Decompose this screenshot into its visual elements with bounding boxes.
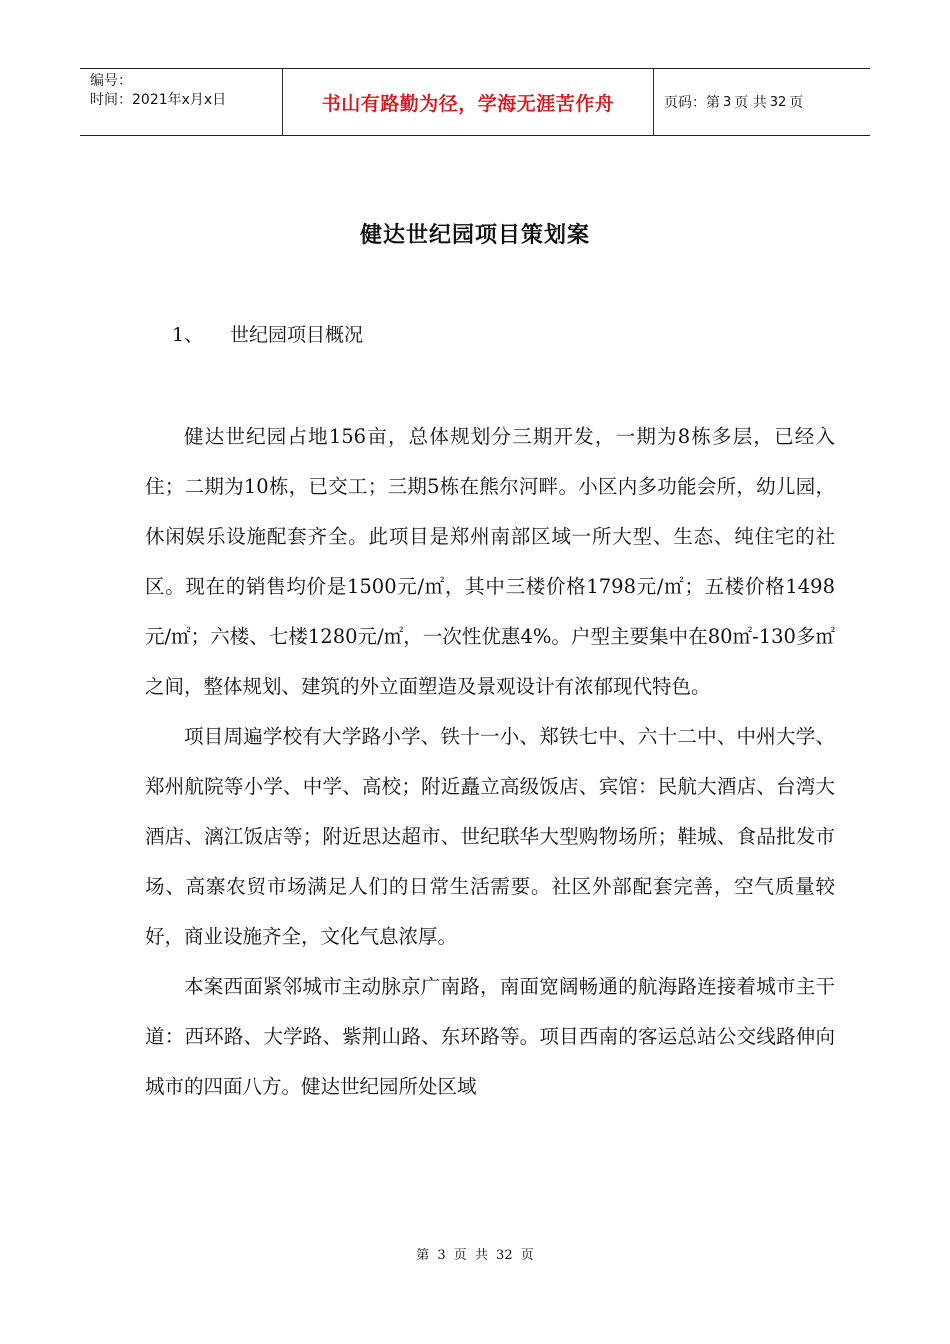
section-heading xyxy=(172,320,363,347)
page-label-mid: 页 共 xyxy=(734,95,767,111)
section-number: 1、 xyxy=(172,324,204,346)
header-motto: 书山有路勤为径，学海无涯苦作舟 xyxy=(282,69,654,135)
header-meta xyxy=(80,69,282,135)
paragraph-3: 本案西面紧邻城市主动脉京广南路，南面宽阔畅通的航海路连接着城市主干道：西环路、大学路、紫荆山路、东环路等。项目西南的客运总站公交线路伸向城市的四面八方。健达世纪园所处区域 xyxy=(145,975,835,1098)
page-label-suffix: 页 xyxy=(789,95,804,111)
paragraph-2: 项目周遍学校有大学路小学、铁十一小、郑铁七中、六十二中、中州大学、郑州航院等小学、中学、高校；附近矗立高级饭店、宾馆：民航大酒店、台湾大酒店、漓江饭店等；附近思达超市、世纪联华大型购物场所；鞋城、食品批发市场、高寨农贸市场满足人们的日常生活需要。社区外部配套完善，空气质量较好，商业设施齐全，文化气息浓厚。 xyxy=(145,725,835,948)
serial-label: 编号： xyxy=(90,73,132,89)
header-page-info xyxy=(654,69,870,135)
time-label: 时间：2021年x月x日 xyxy=(90,92,227,108)
page-footer: 第 3 页 共 32 页 xyxy=(416,1248,534,1263)
document-title: 健达世纪园项目策划案 xyxy=(359,223,590,248)
section-title: 世纪园项目概况 xyxy=(230,324,364,346)
page-header xyxy=(80,68,870,136)
document-body xyxy=(145,412,835,1112)
page-label-prefix: 页码：第 xyxy=(664,95,720,111)
paragraph-1: 健达世纪园占地156亩，总体规划分三期开发，一期为8栋多层，已经入住；二期为10栋，已交工；三期5栋在熊尔河畔。小区内多功能会所，幼儿园，休闲娱乐设施配套齐全。此项目是郑州南部区域一所大型、生态、纯住宅的社区。现在的销售均价是1500元/㎡，其中三楼价格1798元/㎡；五楼价格1498元/㎡；六楼、七楼1280元/㎡，一次性优惠4%。户型主要集中在80㎡-130多㎡之间，整体规划、建筑的外立面塑造及景观设计有浓郁现代特色。 xyxy=(145,425,835,698)
page-total: 32 xyxy=(769,94,787,110)
page-current: 3 xyxy=(723,94,732,110)
